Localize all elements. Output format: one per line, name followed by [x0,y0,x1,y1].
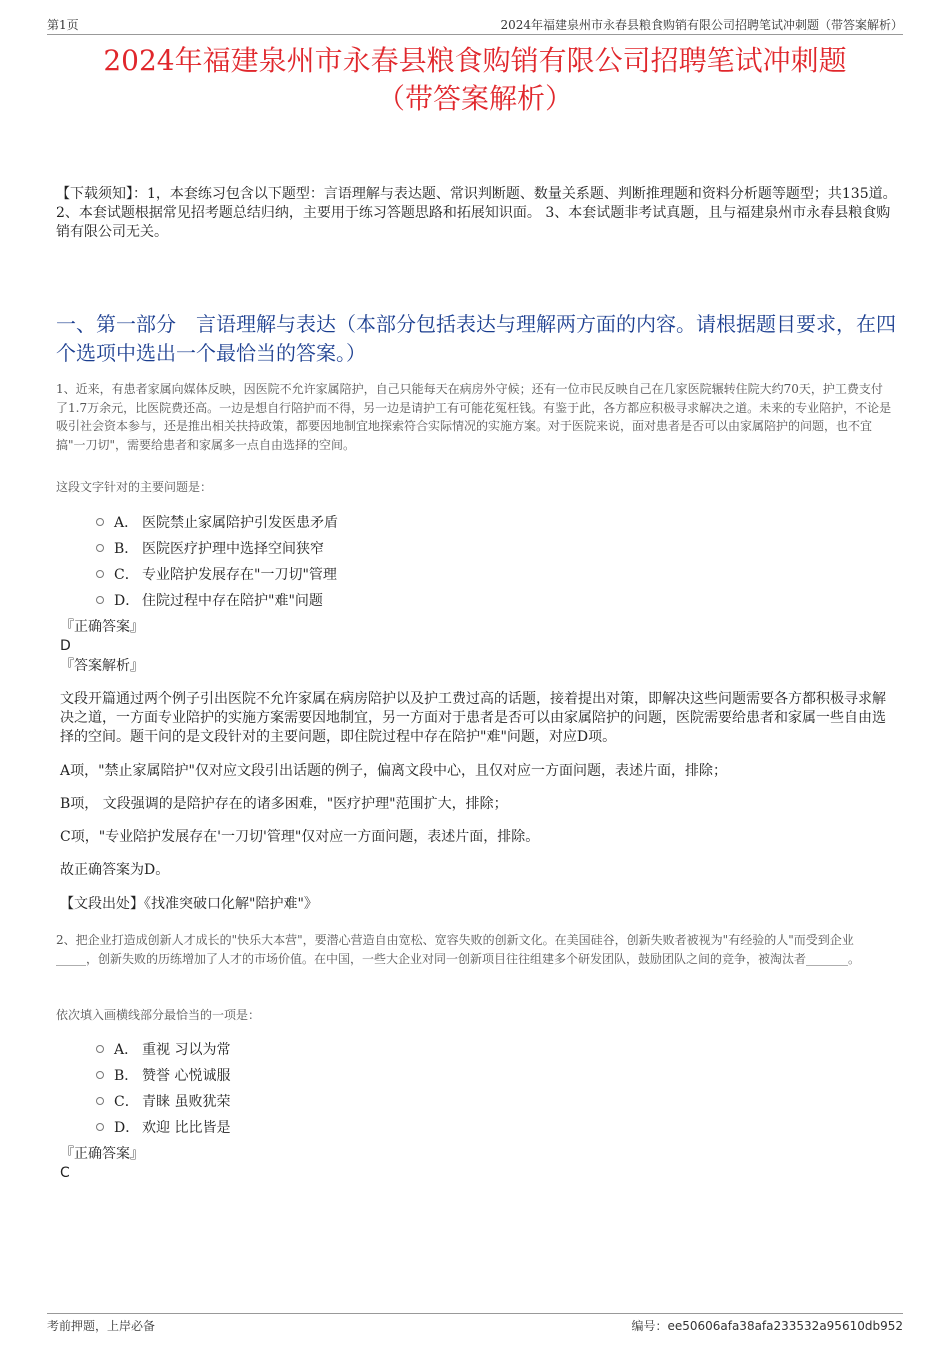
question-1-option-d[interactable]: D． 住院过程中存在陪护"难"问题 [96,587,338,613]
question-2-option-c[interactable]: C． 青睐 虽败犹荣 [96,1088,230,1114]
radio-icon[interactable] [96,1045,104,1053]
question-1-options [96,509,338,613]
question-1-analysis-label: 『答案解析』 [60,658,144,674]
title-line-2: （带答案解析） [376,82,573,115]
document-title [40,42,910,118]
question-1-note-b: B项， 文段强调的是陪护存在的诸多困难，"医疗护理"范围扩大，排除； [60,796,508,812]
question-2-options [96,1036,230,1140]
question-1-note-a: A项，"禁止家属陪护"仅对应文段引出话题的例子，偏离文段中心，且仅对应一方面问题，表述片面，排除； [60,763,727,779]
header-doc-title: 2024年福建泉州市永春县粮食购销有限公司招聘笔试冲刺题（带答案解析） [500,18,903,32]
page-header [47,16,903,35]
question-1-option-b[interactable]: B． 医院医疗护理中选择空间狭窄 [96,535,338,561]
title-line-1: 2024年福建泉州市永春县粮食购销有限公司招聘笔试冲刺题 [103,44,847,77]
question-1-option-c[interactable]: C． 专业陪护发展存在"一刀切"管理 [96,561,338,587]
question-1-text: 1、近来，有患者家属向媒体反映，因医院不允许家属陪护，自己只能每天在病房外守候；还有一位市民反映自己在几家医院辗转住院大约70天，护工费支付了1.7万余元，比医院费还高。一边是想自行陪护而不得，另一边是请护工有可能花冤枉钱。有鉴于此，各方都应积极寻求解决之道。未来的专业陪护，不论是吸引社会资本参与，还是推出相关扶持政策，都要因地制宜地探索符合实际情况的实施方案。对于医院来说，面对患者是否可以由家属陪护的问题，也不宜搞"一刀切"，需要给患者和家属多一点自由选择的空间。 [56,382,892,452]
footer-slogan: 考前押题，上岸必备 [47,1319,156,1333]
download-notice: 【下载须知】：1，本套练习包含以下题型：言语理解与表达题、常识判断题、数量关系题、判断推理题和资料分析题等题型；共135道。 2、本套试题根据常见招考题总结归纳，主要用于练习答题思路和拓展知识面。 3、本套试题非考试真题，且与福建泉州市永春县粮食购销有限公司无关。 [56,186,897,240]
question-2-text: 2、把企业打造成创新人才成长的"快乐大本营"，要潜心营造自由宽松、宽容失败的创新文化。在美国硅谷，创新失败者被视为"有经验的人"而受到企业_____，创新失败的历练增加了人才的市场价值。在中国，一些大企业对同一创新项目往往组建多个研发团队，鼓励团队之间的竞争，被淘汰者_______。 [56,933,861,966]
radio-icon[interactable] [96,596,104,604]
question-1-conclusion: 故正确答案为D。 [60,862,170,878]
radio-icon[interactable] [96,1071,104,1079]
question-2-option-d[interactable]: D． 欢迎 比比皆是 [96,1114,230,1140]
page-number: 第1页 [47,18,79,32]
footer-document-id: 编号：ee50606afa38afa233532a95610db952 [631,1319,903,1333]
radio-icon[interactable] [96,570,104,578]
question-1-prompt: 这段文字针对的主要问题是： [56,480,213,494]
question-1-answer-label: 『正确答案』 [60,619,144,635]
section-title: 一、第一部分 言语理解与表达（本部分包括表达与理解两方面的内容。请根据题目要求，在四个选项中选出一个最恰当的答案。） [56,312,896,365]
question-1-answer: D [60,638,71,654]
radio-icon[interactable] [96,518,104,526]
page-footer [47,1313,903,1334]
question-1-source: 【文段出处】《找准突破口化解"陪护难"》 [60,896,318,912]
radio-icon[interactable] [96,544,104,552]
question-1-analysis: 文段开篇通过两个例子引出医院不允许家属在病房陪护以及护工费过高的话题，接着提出对策，即解决这些问题需要各方都积极寻求解决之道，一方面专业陪护的实施方案需要因地制宜，另一方面对于患者是否可以由家属陪护的问题，医院需要给患者和家属一些自由选择的空间。题干问的是文段针对的主要问题，即住院过程中存在陪护"难"问题，对应D项。 [60,691,886,745]
radio-icon[interactable] [96,1097,104,1105]
question-2-option-b[interactable]: B． 赞誉 心悦诚服 [96,1062,230,1088]
question-1-option-a[interactable]: A． 医院禁止家属陪护引发医患矛盾 [96,509,338,535]
question-2-answer: C [60,1165,70,1181]
question-1-note-c: C项，"专业陪护发展存在'一刀切'管理"仅对应一方面问题，表述片面，排除。 [60,829,540,845]
question-2-option-a[interactable]: A． 重视 习以为常 [96,1036,230,1062]
question-2-prompt: 依次填入画横线部分最恰当的一项是： [56,1008,261,1022]
question-2-answer-label: 『正确答案』 [60,1146,144,1162]
radio-icon[interactable] [96,1123,104,1131]
